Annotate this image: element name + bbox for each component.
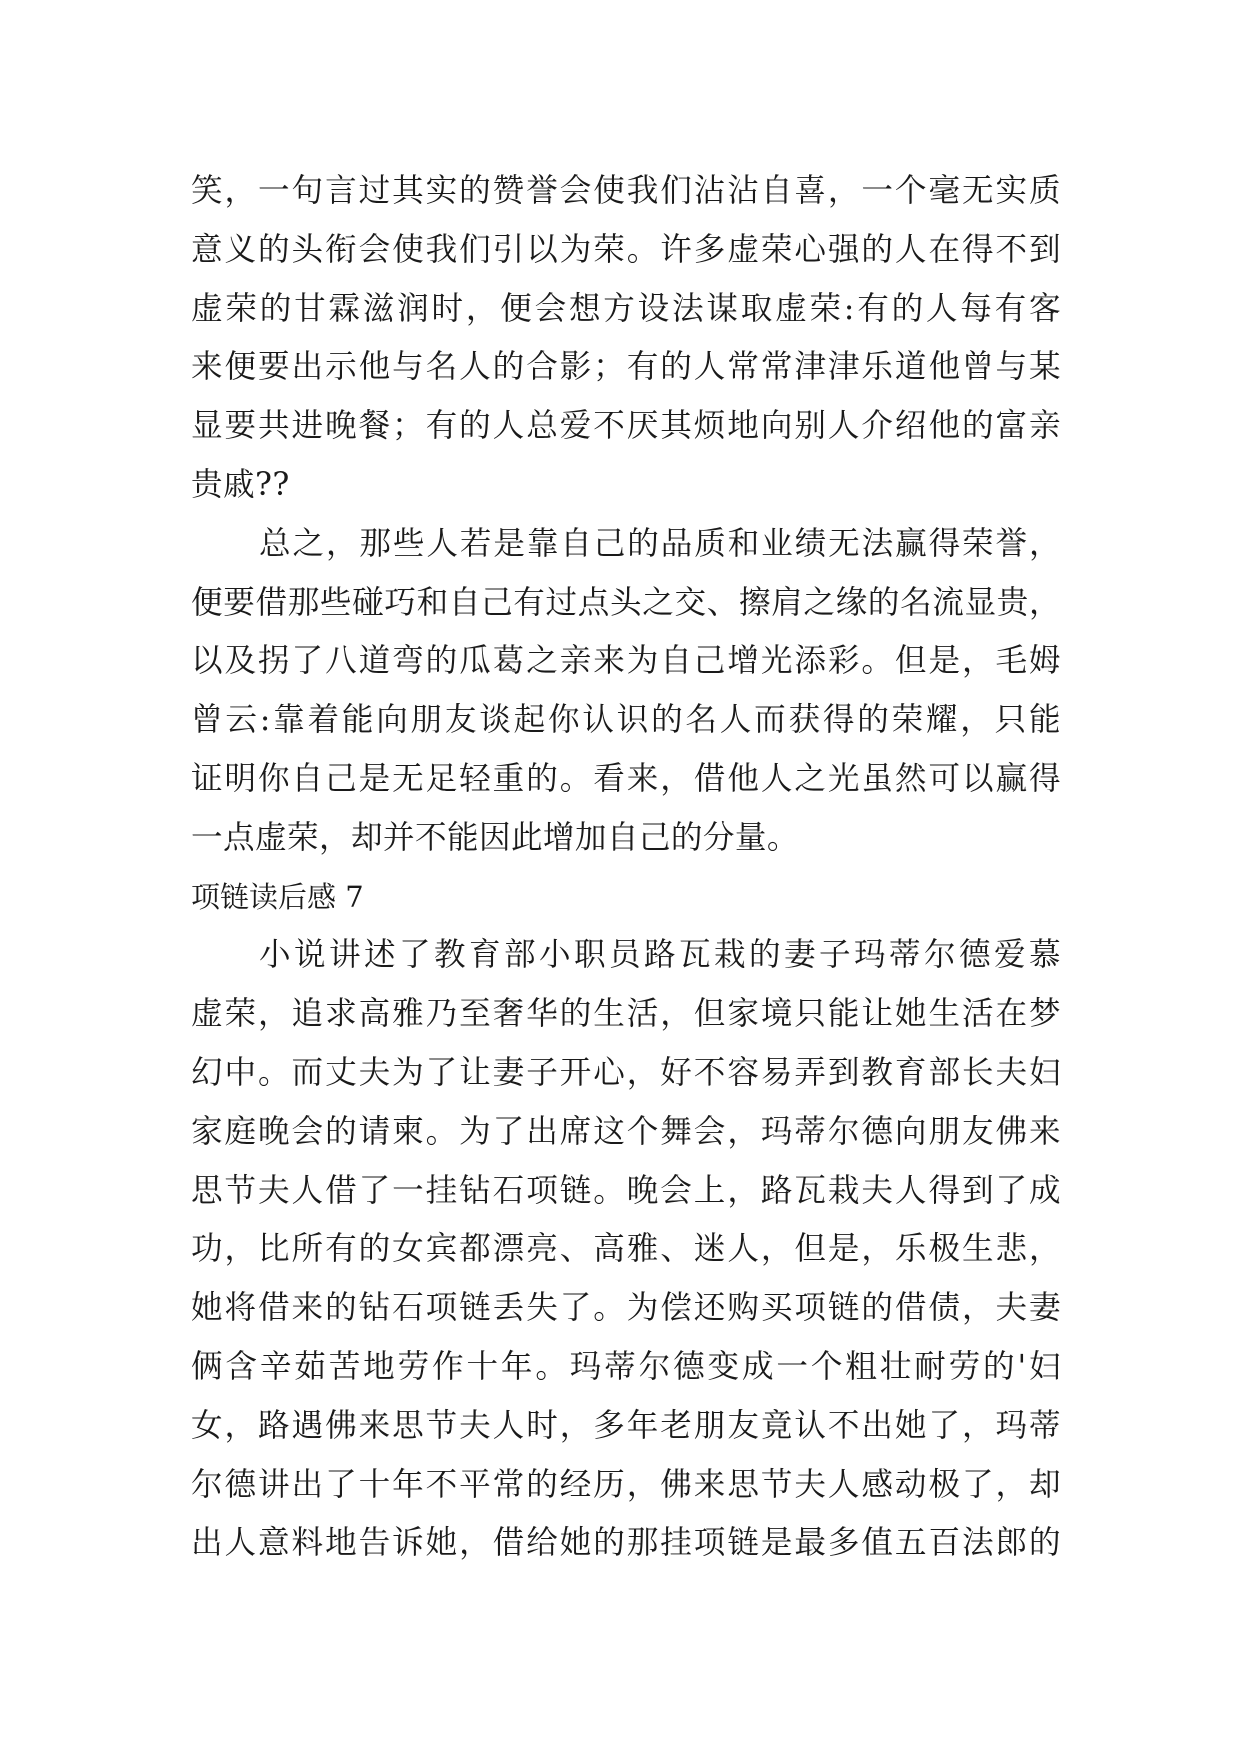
text-line: 贵戚??	[191, 466, 290, 503]
text-line: 证明你自己是无足轻重的。看来，借他人之光虽然可以赢得	[191, 760, 1061, 797]
paragraph	[191, 162, 1061, 515]
text-line: 女，路遇佛来思节夫人时，多年老朋友竟认不出她了，玛蒂	[191, 1407, 1061, 1444]
text-line: 家庭晚会的请柬。为了出席这个舞会，玛蒂尔德向朋友佛来	[191, 1113, 1061, 1150]
text-line: 便要借那些碰巧和自己有过点头之交、擦肩之缘的名流显贵，	[191, 584, 1061, 621]
text-line: 功，比所有的女宾都漂亮、高雅、迷人，但是，乐极生悲，	[191, 1231, 1061, 1268]
text-line: 笑，一句言过其实的赞誉会使我们沾沾自喜，一个毫无实质	[191, 173, 1061, 209]
paragraph	[191, 515, 1061, 868]
section-heading: 项链读后感 7	[191, 879, 364, 914]
text-line: 虚荣的甘霖滋润时，便会想方设法谋取虚荣:有的人每有客	[191, 290, 1061, 327]
text-line: 显要共进晚餐；有的人总爱不厌其烦地向别人介绍他的富亲	[191, 408, 1061, 445]
text-line: 来便要出示他与名人的合影；有的人常常津津乐道他曾与某	[191, 349, 1061, 386]
text-line: 以及拐了八道弯的瓜葛之亲来为自己增光添彩。但是，毛姆	[191, 643, 1061, 680]
text-line: 总之，那些人若是靠自己的品质和业绩无法赢得荣誉，	[259, 525, 1061, 562]
text-line: 曾云:靠着能向朋友谈起你认识的名人而获得的荣耀，只能	[191, 702, 1061, 739]
text-line: 思节夫人借了一挂钻石项链。晚会上，路瓦栽夫人得到了成	[191, 1172, 1061, 1209]
text-line: 一点虚荣，却并不能因此增加自己的分量。	[191, 819, 799, 856]
text-line: 俩含辛茹苦地劳作十年。玛蒂尔德变成一个粗壮耐劳的'妇	[191, 1348, 1061, 1385]
text-line: 虚荣，追求高雅乃至奢华的生活，但家境只能让她生活在梦	[191, 996, 1061, 1033]
text-line: 意义的头衔会使我们引以为荣。许多虚荣心强的人在得不到	[191, 231, 1061, 268]
paragraph	[191, 926, 1061, 1573]
text-line: 小说讲述了教育部小职员路瓦栽的妻子玛蒂尔德爱慕	[259, 937, 1061, 974]
text-line: 尔德讲出了十年不平常的经历，佛来思节夫人感动极了，却	[191, 1466, 1061, 1503]
text-line: 出人意料地告诉她，借给她的那挂项链是最多值五百法郎的	[191, 1525, 1061, 1562]
text-line: 幻中。而丈夫为了让妻子开心，好不容易弄到教育部长夫妇	[191, 1054, 1061, 1091]
text-line: 她将借来的钻石项链丢失了。为偿还购买项链的借债，夫妻	[191, 1290, 1061, 1327]
document-body	[191, 162, 1061, 1573]
